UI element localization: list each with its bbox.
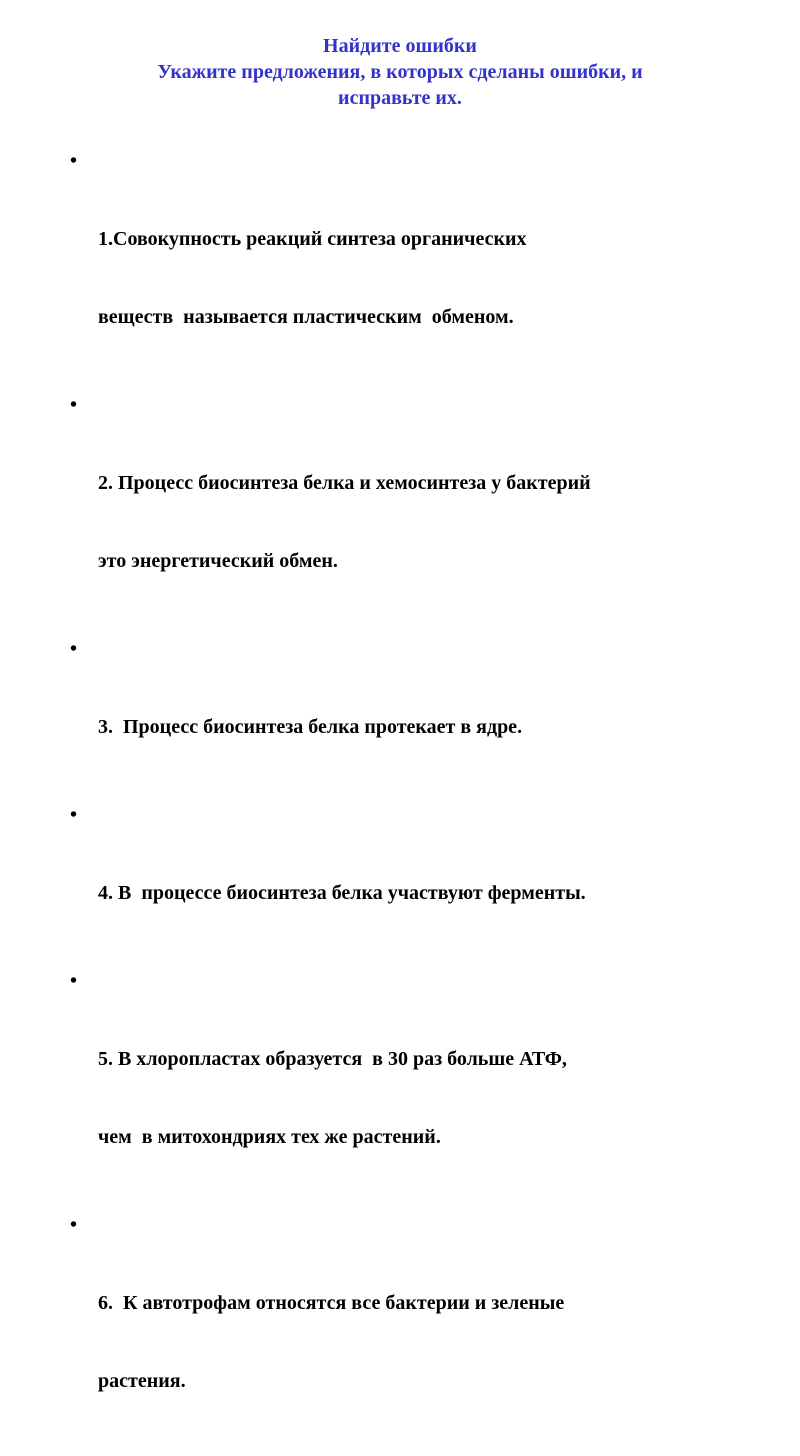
bullet-icon: • <box>70 970 78 992</box>
list-item <box>70 636 770 792</box>
item-line: 3. Процесс биосинтеза белка протекает в ядре. <box>98 716 523 738</box>
slide-title <box>40 33 760 111</box>
list-item <box>70 1212 770 1446</box>
list-item <box>70 148 770 382</box>
statement-list <box>70 148 770 1456</box>
item-line: 2. Процесс биосинтеза белка и хемосинтеза у бактерий <box>98 472 591 494</box>
list-item <box>70 968 770 1202</box>
item-line: 6. К автотрофам относятся все бактерии и зеленые <box>98 1292 565 1314</box>
bullet-icon: • <box>70 804 78 826</box>
item-line: 1.Совокупность реакций синтеза органических <box>98 228 527 250</box>
item-line: растения. <box>98 1370 186 1392</box>
item-line: веществ называется пластическим обменом. <box>98 306 514 328</box>
item-line: 5. В хлоропластах образуется в 30 раз больше АТФ, <box>98 1048 567 1070</box>
list-item <box>70 392 770 626</box>
bullet-icon: • <box>70 638 78 660</box>
bullet-icon: • <box>70 394 78 416</box>
item-line: 4. В процессе биосинтеза белка участвуют ферменты. <box>98 882 586 904</box>
item-line: чем в митохондриях тех же растений. <box>98 1126 441 1148</box>
list-item <box>70 802 770 958</box>
title-line-3: исправьте их. <box>338 87 462 109</box>
item-line: это энергетический обмен. <box>98 550 338 572</box>
bullet-icon: • <box>70 150 78 172</box>
title-line-1: Найдите ошибки <box>323 35 477 57</box>
title-line-2: Укажите предложения, в которых сделаны ошибки, и <box>157 61 643 83</box>
bullet-icon: • <box>70 1214 78 1236</box>
